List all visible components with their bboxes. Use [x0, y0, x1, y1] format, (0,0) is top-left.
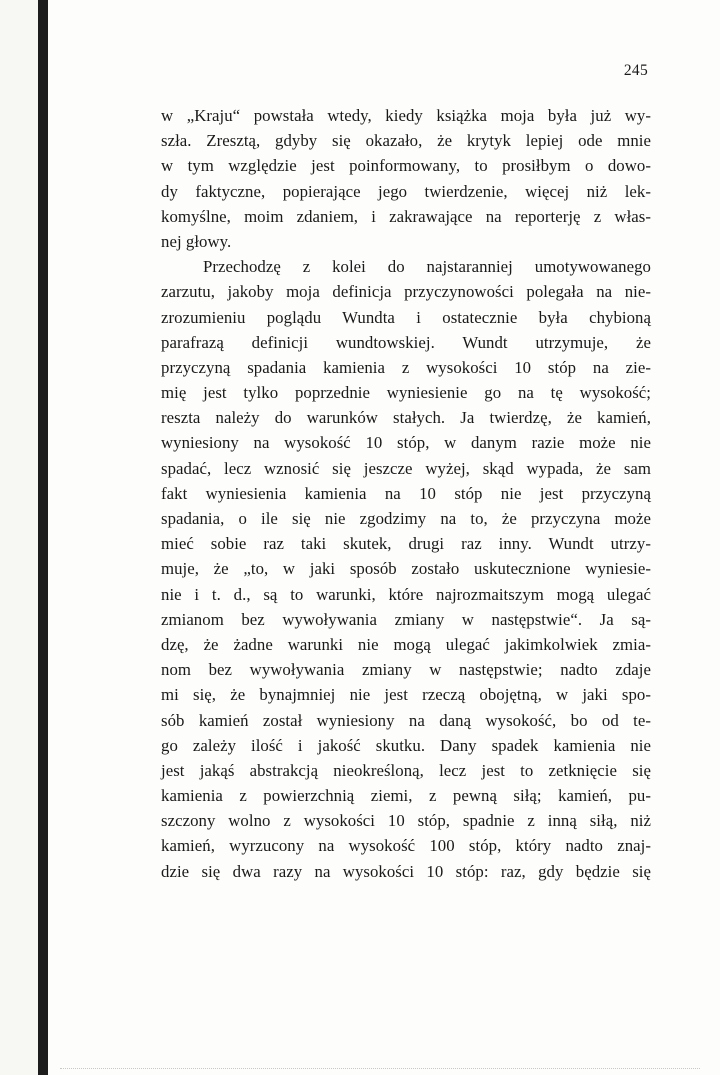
text-line: mię jest tylko poprzednie wyniesienie go na tę wysokość;	[161, 383, 651, 403]
text-line: dzę, że żadne warunki nie mogą ulegać jakimkolwiek zmia-	[161, 634, 651, 654]
text-line: w tym względzie jest poinformowany, to prosiłbym o dowo-	[161, 156, 651, 176]
text-line: nie i t. d., są to warunki, które najrozmaitszym mogą ulegać	[161, 584, 651, 604]
text-line: zmianom bez wywoływania zmiany w następstwie“. Ja są-	[161, 609, 651, 629]
text-line: kamienia z powierzchnią ziemi, z pewną siłą; kamień, pu-	[161, 786, 651, 806]
text-line: spadania, o ile się nie zgodzimy na to, że przyczyna może	[161, 509, 651, 528]
page-gutter	[0, 0, 38, 1075]
text-line: szczony wolno z wysokości 10 stóp, spadnie z inną siłą, niż	[161, 811, 651, 831]
text-line: fakt wyniesienia kamienia na 10 stóp nie jest przyczyną	[161, 483, 651, 503]
text-line: kamień, wyrzucony na wysokość 100 stóp, który nadto znaj-	[161, 836, 651, 856]
text-line: nom bez wywoływania zmiany w następstwie; nadto zdaje	[161, 660, 651, 680]
text-line: jest jakąś abstrakcją nieokreśloną, lecz jest to zetknięcie się	[161, 760, 651, 780]
text-line: przyczyną spadania kamienia z wysokości 10 stóp na zie-	[161, 357, 651, 377]
text-line: mi się, że bynajmniej nie jest rzeczą obojętną, w jaki spo-	[161, 685, 651, 705]
text-line: sób kamień został wyniesiony na daną wysokość, bo od te-	[161, 710, 651, 730]
text-line: w „Kraju“ powstała wtedy, kiedy książka moja była już wy-	[161, 106, 651, 125]
text-line: go zależy ilość i jakość skutku. Dany spadek kamienia nie	[161, 735, 651, 755]
page-bottom-edge	[60, 1068, 700, 1070]
text-line: Przechodzę z kolei do najstaranniej umotywowanego	[203, 257, 651, 277]
binding-shadow	[38, 0, 48, 1075]
text-line: parafrazą definicji wundtowskiej. Wundt utrzymuje, że	[161, 332, 651, 352]
body-text	[161, 103, 651, 884]
text-line: szła. Zresztą, gdyby się okazało, że krytyk lepiej ode mnie	[161, 131, 651, 151]
text-line: nej głowy.	[161, 231, 232, 251]
text-line: muje, że „to, w jaki sposób zostało uskutecznione wyniesie-	[161, 559, 651, 579]
text-line: dzie się dwa razy na wysokości 10 stóp: raz, gdy będzie się	[161, 861, 651, 881]
text-line: dy faktyczne, popierające jego twierdzenie, więcej niż lek-	[161, 181, 651, 201]
text-line: zrozumieniu poglądu Wundta i ostatecznie była chybioną	[161, 307, 651, 327]
text-line: komyślne, moim zdaniem, i zakrawające na reporterję z włas-	[161, 206, 651, 226]
text-line: reszta należy do warunków stałych. Ja twierdzę, że kamień,	[161, 408, 651, 428]
text-line: spadać, lecz wznosić się jeszcze wyżej, skąd wypada, że sam	[161, 458, 651, 478]
page-number: 245	[623, 62, 648, 79]
text-line: mieć sobie raz taki skutek, drugi raz inny. Wundt utrzy-	[161, 534, 651, 554]
text-line: wyniesiony na wysokość 10 stóp, w danym razie może nie	[161, 433, 651, 453]
text-line: zarzutu, jakoby moja definicja przyczynowości polegała na nie-	[161, 282, 651, 302]
